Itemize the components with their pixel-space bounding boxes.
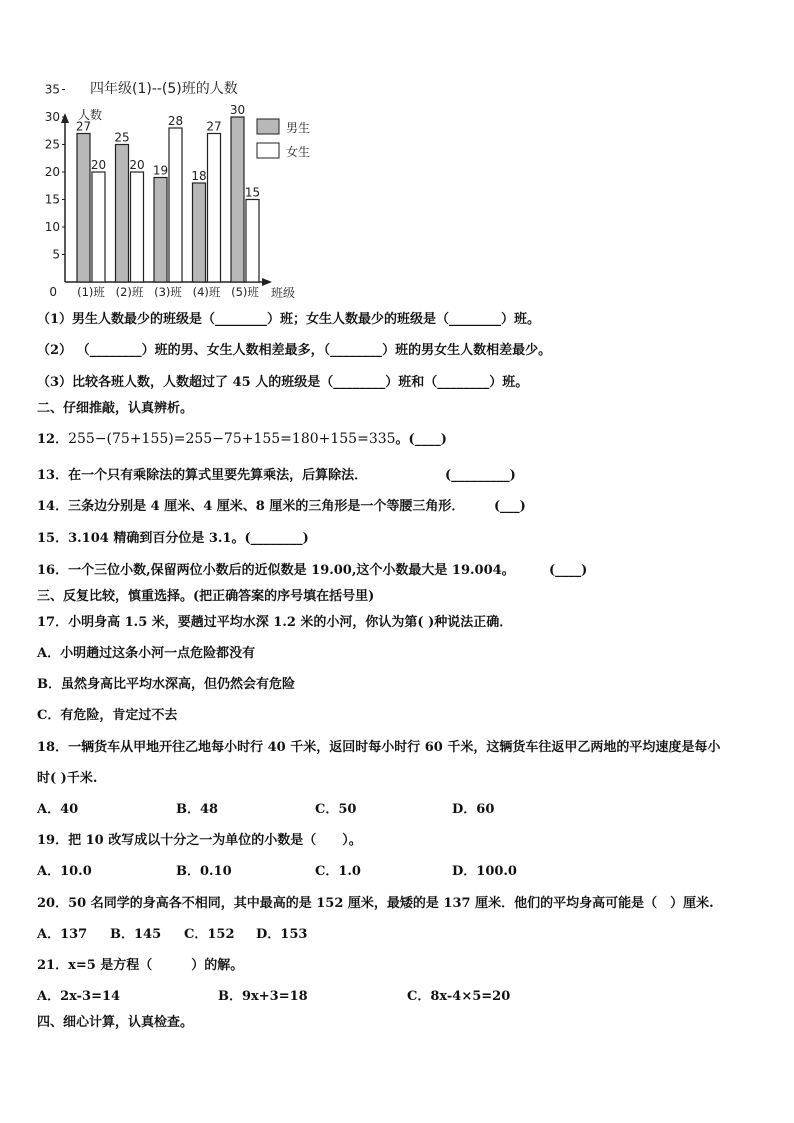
question-20-option-d: D．153	[256, 927, 308, 942]
question-13-blank: (_________)	[445, 468, 516, 483]
bar-boys	[193, 183, 206, 282]
bar-value-label: 20	[129, 158, 145, 172]
bar-value-label: 15	[244, 185, 261, 200]
question-14-blank: (___)	[494, 499, 526, 514]
y-axis-label: 人数	[78, 108, 103, 122]
question-12-expression: 255−(75+155)=255−75+155=180+155=335	[68, 431, 396, 447]
question-12	[37, 430, 447, 449]
question-3: （3）比较各班人数，人数超过了 45 人的班级是（________）班和（________）班。	[37, 375, 529, 390]
question-18-option-b: B．48	[176, 802, 219, 817]
bar-value-label: 27	[206, 119, 222, 134]
question-17-option-c: C．有危险，肯定过不去	[37, 708, 178, 723]
question-21-option-b: B．9x+3=18	[218, 989, 308, 1004]
bar-girls	[208, 134, 221, 283]
y-tick-label: 10	[44, 220, 60, 234]
y-tick-label: 35	[44, 82, 60, 97]
legend-label-girls: 女生	[286, 145, 311, 159]
question-1: （1）男生人数最少的班级是（________）班；女生人数最少的班级是（________）班。	[37, 312, 541, 327]
bar-value-label: 20	[90, 158, 107, 172]
y-tick-label: 15	[44, 192, 60, 207]
x-axis-arrow	[262, 278, 272, 286]
question-20-option-b: B．145	[110, 927, 162, 942]
class-population-bar-chart	[30, 75, 350, 300]
question-17: 17．小明身高 1.5 米，要趟过平均水深 1.2 米的小河，你认为第( )种说法正确．	[37, 615, 513, 630]
question-19-option-d: D．100.0	[452, 864, 517, 879]
question-18-option-c: C．50	[315, 802, 357, 817]
bar-girls	[131, 172, 144, 282]
y-axis-arrow	[61, 113, 69, 123]
legend-label-boys: 男生	[286, 121, 311, 135]
question-18-line-2: 时( )千米.	[37, 771, 98, 786]
bar-value-label: 19	[152, 163, 169, 178]
y-tick-label: 30	[44, 110, 60, 124]
x-category-label: (2)班	[115, 285, 144, 299]
y-tick-label: 0	[49, 285, 57, 299]
question-18-option-a: A．40	[37, 802, 79, 817]
question-19: 19．把 10 改写成以十分之一为单位的小数是（ ）。	[37, 833, 362, 848]
question-14: 14．三条边分别是 4 厘米、4 厘米、8 厘米的三角形是一个等腰三角形．	[37, 499, 465, 514]
legend-swatch-boys	[257, 119, 279, 134]
x-category-label: (3)班	[154, 285, 182, 299]
bar-girls	[92, 172, 105, 282]
legend-swatch-girls	[257, 143, 279, 158]
question-19-option-c: C．1.0	[315, 864, 361, 879]
bar-value-label: 25	[114, 130, 130, 145]
question-12-blank: 。(____)	[395, 432, 447, 447]
question-21-option-a: A．2x-3=14	[37, 989, 121, 1004]
question-16-blank: (____)	[549, 563, 588, 578]
bar-girls	[169, 128, 182, 282]
y-tick-label: 5	[52, 247, 60, 262]
question-18-option-d: D．60	[452, 802, 495, 817]
y-tick-label: 20	[44, 165, 60, 179]
section-2-heading: 二、仔细推敲，认真辨析。	[37, 401, 194, 416]
question-20: 20．50 名同学的身高各不相同，其中最高的是 152 厘米，最矮的是 137 厘米．他们的平均身高可能是（ ）厘米.	[37, 896, 714, 911]
x-axis-label: 班级	[271, 286, 296, 300]
bar-boys	[154, 178, 167, 283]
bar-value-label: 28	[167, 114, 184, 128]
bar-boys	[231, 117, 244, 282]
bar-boys	[116, 145, 129, 283]
question-17-option-b: B．虽然身高比平均水深高，但仍然会有危险	[37, 677, 295, 692]
question-19-option-b: B．0.10	[176, 864, 232, 879]
question-18-line-1: 18．一辆货车从甲地开往乙地每小时行 40 千米，返回时每小时行 60 千米，这辆货车往返甲乙两地的平均速度是每小	[37, 740, 721, 755]
question-20-option-c: C．152	[184, 927, 235, 942]
bar-value-label: 18	[191, 169, 207, 183]
question-21-option-c: C．8x-4×5=20	[407, 989, 511, 1004]
bar-value-label: 27	[75, 119, 92, 134]
question-16: 16．一个三位小数,保留两位小数后的近似数是 19.00,这个小数最大是 19.004。	[37, 563, 515, 578]
question-20-option-a: A．137	[37, 927, 88, 942]
chart-title: 四年级(1)--(5)班的人数	[90, 81, 238, 97]
x-category-label: (5)班	[231, 285, 259, 299]
bar-boys	[77, 134, 90, 283]
x-category-label: (1)班	[77, 285, 105, 299]
bar-girls	[246, 200, 259, 283]
bar-value-label: 30	[229, 103, 246, 117]
x-category-label: (4)班	[192, 285, 221, 299]
question-2: （2） （________）班的男、女生人数相差最多，（________）班的男女生人数相差最少。	[37, 343, 552, 358]
section-4-heading: 四、细心计算，认真检查。	[37, 1015, 194, 1030]
question-21: 21．x=5 是方程（ ）的解。	[37, 958, 244, 973]
y-tick-label: 25	[44, 137, 60, 152]
question-13: 13．在一个只有乘除法的算式里要先算乘法，后算除法．	[37, 468, 368, 483]
question-15: 15．3.104 精确到百分位是 3.1。(________)	[37, 531, 309, 546]
question-17-option-a: A．小明趟过这条小河一点危险都没有	[37, 646, 256, 661]
section-3-heading: 三、反复比较，慎重选择。(把正确答案的序号填在括号里)	[37, 589, 375, 604]
question-19-option-a: A．10.0	[37, 864, 92, 879]
question-12-number: 12．	[37, 432, 69, 447]
